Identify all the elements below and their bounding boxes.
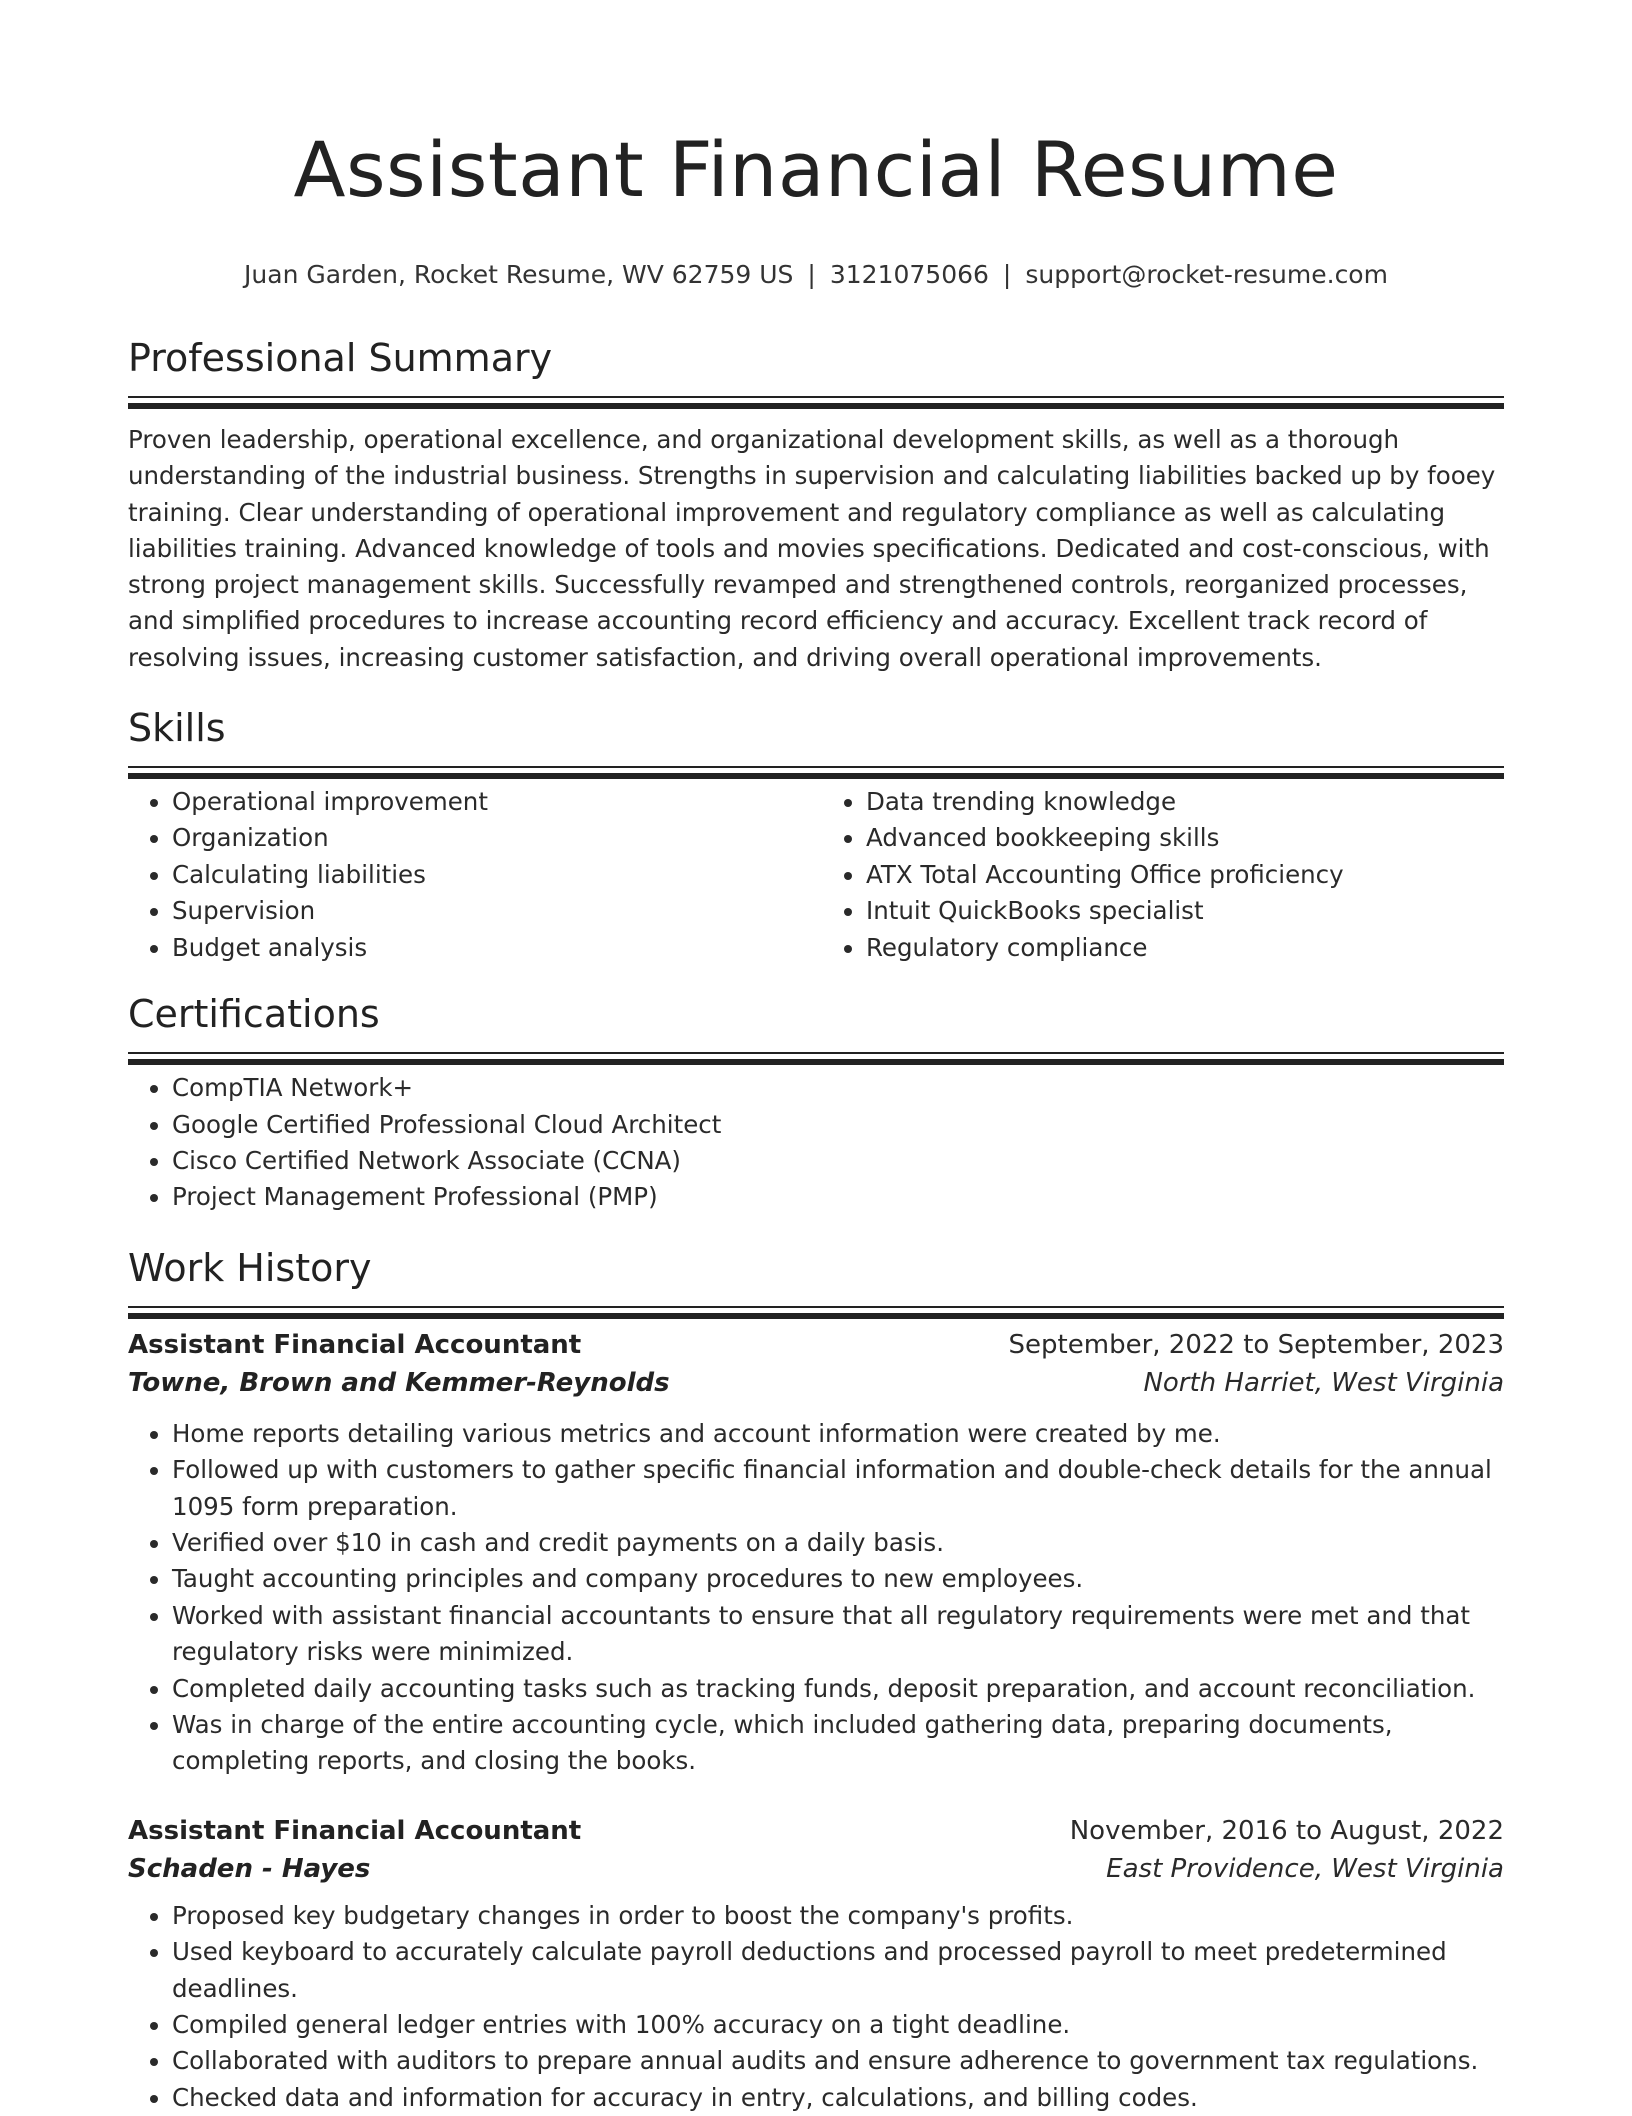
certifications-section xyxy=(128,990,1504,1216)
job-duty-item: • Worked with assistant financial accountants to ensure that all regulatory requirements were met and that regulatory risks were minimized. xyxy=(172,1598,1504,1671)
resume-title: Assistant Financial Resume xyxy=(293,125,1339,214)
skills-column-left xyxy=(128,784,816,966)
job-subheader xyxy=(128,1850,1504,1888)
job-header xyxy=(128,1812,1504,1850)
certification-item: • Project Management Professional (PMP) xyxy=(172,1179,1504,1215)
job-duties-list xyxy=(128,1898,1504,2116)
job-duty-item: • Home reports detailing various metrics and account information were created by me. xyxy=(172,1416,1504,1452)
job-duty-item: • Checked data and information for accuracy in entry, calculations, and billing codes. xyxy=(172,2080,1504,2116)
skill-item: • Supervision xyxy=(172,893,816,929)
skill-item: • Intuit QuickBooks specialist xyxy=(866,893,1504,929)
work-history-section xyxy=(128,1244,1504,2116)
job-duty-item: • Compiled general ledger entries with 100% accuracy on a tight deadline. xyxy=(172,2007,1504,2043)
skills-list-right xyxy=(816,784,1504,966)
certification-item: • CompTIA Network+ xyxy=(172,1070,1504,1106)
section-divider xyxy=(128,396,1504,398)
job-duty-item: • Completed daily accounting tasks such as tracking funds, deposit preparation, and account reconciliation. xyxy=(172,1671,1504,1707)
contact-separator: | xyxy=(1002,260,1012,289)
section-heading-work-history: Work History xyxy=(128,1245,372,1290)
skill-item: • Organization xyxy=(172,820,816,856)
skill-item: • ATX Total Accounting Office proficiency xyxy=(866,857,1504,893)
contact-email: support@rocket-resume.com xyxy=(1025,260,1388,289)
certifications-list xyxy=(128,1070,1504,1216)
certification-item: • Google Certified Professional Cloud Architect xyxy=(172,1107,1504,1143)
skill-item: • Advanced bookkeeping skills xyxy=(866,820,1504,856)
job-subheader xyxy=(128,1364,1504,1402)
job-company: Towne, Brown and Kemmer-Reynolds xyxy=(128,1367,670,1398)
job-duty-item: • Taught accounting principles and company procedures to new employees. xyxy=(172,1561,1504,1597)
section-divider xyxy=(128,1306,1504,1308)
summary-text: Proven leadership, operational excellence, and organizational development skills, as well as a thorough understanding of the industrial business. Strengths in supervision and calculating liabilities backed up by fooey training. Clear understanding of operational improvement and regulatory compliance as well as calculating liabilities training. Advanced knowledge of tools and movies specifications. Dedicated and cost-conscious, with strong project management skills. Successfully revamped and strengthened controls, reorganized processes, and simplified procedures to increase accounting record efficiency and accuracy. Excellent track record of resolving issues, increasing customer satisfaction, and driving overall operational improvements. xyxy=(128,425,1496,672)
job-title: Assistant Financial Accountant xyxy=(128,1815,582,1846)
job-entry xyxy=(128,1326,1504,1780)
section-heading-summary: Professional Summary xyxy=(128,336,553,380)
job-duty-item: • Collaborated with auditors to prepare annual audits and ensure adherence to government tax regulations. xyxy=(172,2043,1504,2079)
job-dates: September, 2022 to September, 2023 xyxy=(1008,1329,1504,1360)
skill-item: • Regulatory compliance xyxy=(866,930,1504,966)
job-entry xyxy=(128,1812,1504,2116)
job-header xyxy=(128,1326,1504,1364)
section-divider xyxy=(128,1052,1504,1054)
job-dates: November, 2016 to August, 2022 xyxy=(1069,1815,1504,1846)
section-divider xyxy=(128,766,1504,768)
skills-columns xyxy=(128,784,1504,966)
job-duty-item: • Proposed key budgetary changes in order to boost the company's profits. xyxy=(172,1898,1504,1934)
job-company: Schaden - Hayes xyxy=(128,1853,371,1884)
job-duty-item: • Verified over $10 in cash and credit payments on a daily basis. xyxy=(172,1525,1504,1561)
job-title: Assistant Financial Accountant xyxy=(128,1329,582,1360)
section-heading-skills: Skills xyxy=(128,706,226,751)
contact-phone: 3121075066 xyxy=(829,260,989,289)
job-duty-item: • Followed up with customers to gather specific financial information and double-check details for the annual 1095 form preparation. xyxy=(172,1452,1504,1525)
certification-item: • Cisco Certified Network Associate (CCNA) xyxy=(172,1143,1504,1179)
job-location: East Providence, West Virginia xyxy=(1106,1853,1504,1884)
skill-item: • Calculating liabilities xyxy=(172,857,816,893)
job-duties-list xyxy=(128,1416,1504,1780)
job-duty-item: • Was in charge of the entire accounting cycle, which included gathering data, preparing documents, completing reports, and closing the books. xyxy=(172,1707,1504,1780)
skill-item: • Operational improvement xyxy=(172,784,816,820)
skill-item: • Data trending knowledge xyxy=(866,784,1504,820)
contact-line xyxy=(128,258,1504,292)
contact-separator: | xyxy=(807,260,816,289)
skills-section xyxy=(128,704,1504,966)
section-heading-certifications: Certifications xyxy=(128,992,380,1037)
skills-column-right xyxy=(816,784,1504,966)
job-duty-item: • Used keyboard to accurately calculate payroll deductions and processed payroll to meet predetermined deadlines. xyxy=(172,1934,1504,2007)
skill-item: • Budget analysis xyxy=(172,930,816,966)
job-location: North Harriet, West Virginia xyxy=(1143,1367,1504,1398)
skills-list-left xyxy=(128,784,816,966)
summary-section xyxy=(128,334,1504,676)
contact-address: Juan Garden, Rocket Resume, WV 62759 US xyxy=(244,260,794,289)
